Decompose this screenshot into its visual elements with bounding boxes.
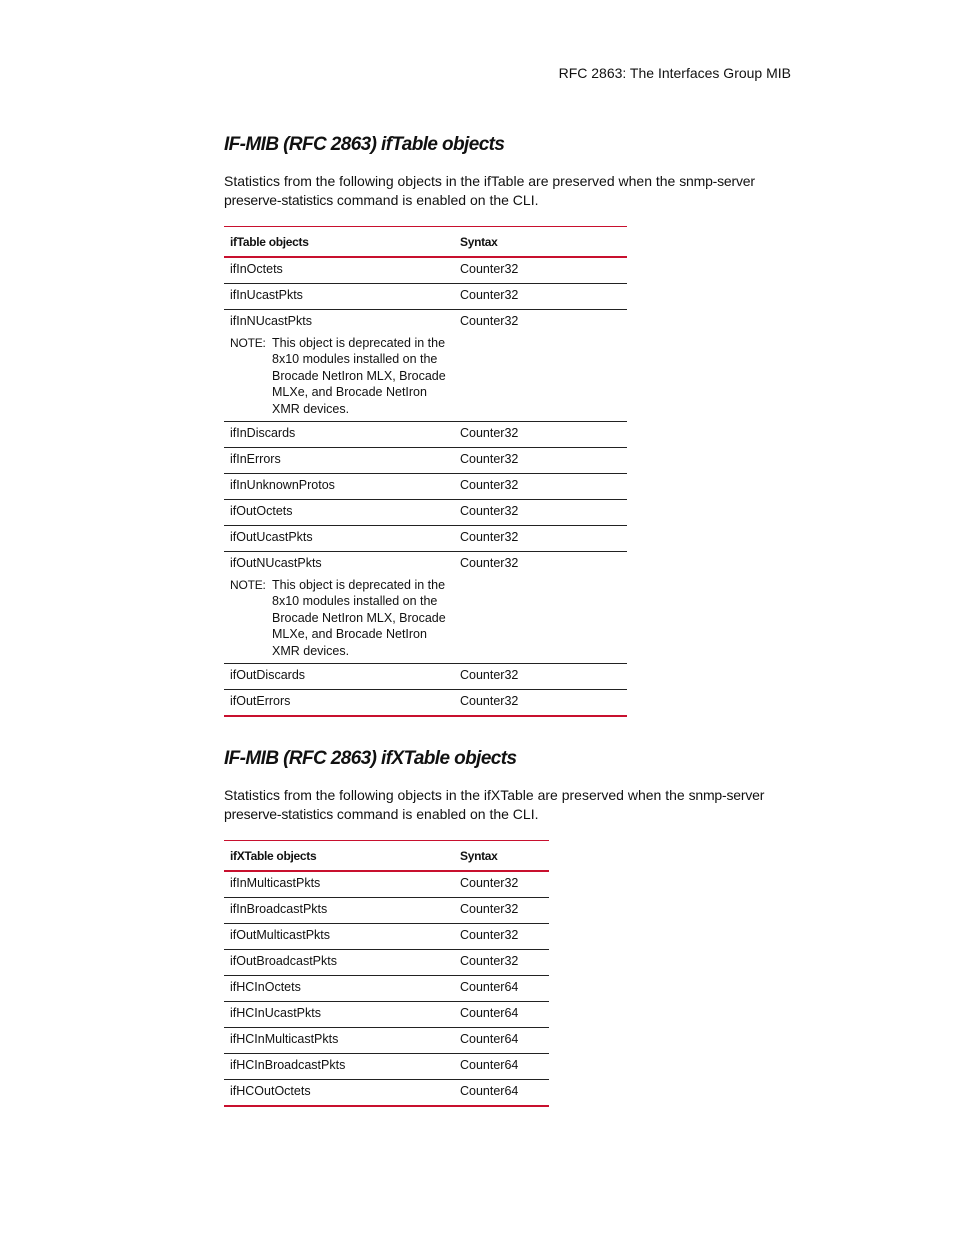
object-cell-content (230, 310, 448, 421)
syntax-value: Counter32 (460, 314, 519, 328)
object-name: ifHCInOctets (230, 980, 301, 994)
syntax-value: Counter32 (460, 530, 519, 544)
table-row (224, 474, 627, 500)
section-title: IF-MIB (RFC 2863) ifTable objects (224, 134, 505, 155)
object-cell (224, 1054, 454, 1080)
object-name: ifOutBroadcastPkts (230, 954, 337, 968)
table-row (224, 690, 627, 717)
object-cell-content (230, 422, 448, 446)
syntax-cell (454, 950, 549, 976)
syntax-cell (454, 474, 627, 500)
object-name: ifInErrors (230, 452, 281, 466)
syntax-cell (454, 690, 627, 717)
intro-text-end: command is enabled on the CLI. (333, 806, 539, 822)
syntax-cell (454, 898, 549, 924)
table-row (224, 310, 627, 422)
syntax-cell (454, 924, 549, 950)
syntax-value: Counter32 (460, 694, 519, 708)
syntax-cell (454, 1054, 549, 1080)
table-row (224, 871, 549, 898)
object-cell (224, 664, 454, 690)
section-title: IF-MIB (RFC 2863) ifXTable objects (224, 748, 517, 769)
object-name: ifInOctets (230, 262, 283, 276)
section-iftable (224, 134, 799, 717)
object-cell-content (230, 976, 448, 1000)
table-row (224, 924, 549, 950)
object-cell (224, 448, 454, 474)
syntax-value: Counter32 (460, 954, 519, 968)
table-row (224, 526, 627, 552)
section-intro (224, 172, 799, 210)
syntax-cell (454, 1002, 549, 1028)
object-cell (224, 871, 454, 898)
object-name: ifHCInUcastPkts (230, 1006, 321, 1020)
table-body (224, 871, 549, 1106)
syntax-value: Counter64 (460, 1084, 519, 1098)
syntax-value: Counter32 (460, 426, 519, 440)
table-row (224, 552, 627, 664)
syntax-cell (454, 257, 627, 284)
object-cell (224, 552, 454, 664)
object-cell (224, 526, 454, 552)
table-row (224, 422, 627, 448)
object-cell-content (230, 924, 448, 948)
object-cell-content (230, 448, 448, 472)
syntax-cell (454, 871, 549, 898)
syntax-cell (454, 310, 627, 422)
table-row (224, 898, 549, 924)
syntax-cell (454, 1080, 549, 1107)
iftable-table (224, 226, 627, 717)
object-cell-content (230, 664, 448, 688)
object-cell (224, 690, 454, 717)
syntax-value: Counter32 (460, 262, 519, 276)
object-cell (224, 976, 454, 1002)
syntax-cell (454, 284, 627, 310)
object-cell-content (230, 690, 448, 714)
object-cell-content (230, 898, 448, 922)
syntax-value: Counter32 (460, 288, 519, 302)
object-name: ifInNUcastPkts (230, 314, 312, 328)
deprecation-note (230, 335, 448, 418)
intro-text: Statistics from the following objects in the ifTable are preserved when the (224, 173, 680, 189)
object-cell (224, 284, 454, 310)
object-name: ifOutUcastPkts (230, 530, 313, 544)
object-name: ifOutDiscards (230, 668, 306, 682)
syntax-value: Counter64 (460, 1006, 519, 1020)
syntax-value: Counter64 (460, 1058, 519, 1072)
note-text: This object is deprecated in the 8x10 modules installed on the Brocade NetIron MLX, Brocade MLXe, and Brocade NetIron XMR devices. (272, 577, 446, 658)
syntax-value: Counter32 (460, 928, 519, 942)
ifxtable-table (224, 840, 549, 1107)
table-body (224, 257, 627, 716)
syntax-cell (454, 500, 627, 526)
intro-text-end: command is enabled on the CLI. (333, 192, 539, 208)
object-name: ifInBroadcastPkts (230, 902, 328, 916)
note-label: NOTE: (230, 577, 266, 592)
running-header: RFC 2863: The Interfaces Group MIB (558, 65, 791, 81)
object-cell (224, 474, 454, 500)
column-header-syntax: Syntax (454, 841, 549, 872)
syntax-value: Counter64 (460, 1032, 519, 1046)
section-ifxtable (224, 748, 804, 1107)
table-row (224, 1002, 549, 1028)
syntax-cell (454, 422, 627, 448)
object-name: ifOutMulticastPkts (230, 928, 331, 942)
note-text: This object is deprecated in the 8x10 modules installed on the Brocade NetIron MLX, Brocade MLXe, and Brocade NetIron XMR devices. (272, 335, 446, 416)
object-cell (224, 422, 454, 448)
object-name: ifInUcastPkts (230, 288, 303, 302)
intro-text: Statistics from the following objects in the ifXTable are preserved when the (224, 787, 689, 803)
object-name: ifInUnknownProtos (230, 478, 335, 492)
object-cell-content (230, 552, 448, 663)
syntax-cell (454, 664, 627, 690)
object-cell-content (230, 1002, 448, 1026)
object-cell (224, 257, 454, 284)
intro-command: snmp-server preserve-statistics (224, 173, 755, 208)
table-row (224, 1028, 549, 1054)
table-row (224, 284, 627, 310)
object-name: ifHCInBroadcastPkts (230, 1058, 346, 1072)
object-cell (224, 500, 454, 526)
syntax-cell (454, 448, 627, 474)
syntax-value: Counter32 (460, 902, 519, 916)
object-cell-content (230, 258, 448, 282)
table-row (224, 500, 627, 526)
intro-command: snmp-server preserve-statistics (224, 787, 765, 822)
table-row (224, 1080, 549, 1107)
syntax-value: Counter32 (460, 668, 519, 682)
syntax-cell (454, 1028, 549, 1054)
table-row (224, 257, 627, 284)
column-header-syntax: Syntax (454, 227, 627, 258)
object-cell (224, 1080, 454, 1107)
object-cell-content (230, 1054, 448, 1078)
object-cell (224, 950, 454, 976)
object-cell (224, 310, 454, 422)
section-intro (224, 786, 804, 824)
syntax-value: Counter32 (460, 452, 519, 466)
object-name: ifOutNUcastPkts (230, 556, 322, 570)
column-header-objects: ifTable objects (224, 227, 454, 258)
object-cell-content (230, 1028, 448, 1052)
object-name: ifOutOctets (230, 504, 293, 518)
table-row (224, 664, 627, 690)
object-cell-content (230, 1080, 448, 1104)
object-name: ifInMulticastPkts (230, 876, 321, 890)
object-name: ifHCOutOctets (230, 1084, 311, 1098)
object-cell-content (230, 284, 448, 308)
syntax-value: Counter64 (460, 980, 519, 994)
object-cell-content (230, 474, 448, 498)
object-name: ifOutErrors (230, 694, 291, 708)
table-row (224, 950, 549, 976)
object-cell-content (230, 950, 448, 974)
object-cell (224, 924, 454, 950)
syntax-value: Counter32 (460, 876, 519, 890)
object-cell-content (230, 500, 448, 524)
table-row (224, 976, 549, 1002)
table-row (224, 448, 627, 474)
object-cell (224, 1028, 454, 1054)
note-label: NOTE: (230, 335, 266, 350)
object-cell-content (230, 872, 448, 896)
syntax-cell (454, 526, 627, 552)
object-name: ifHCInMulticastPkts (230, 1032, 339, 1046)
object-cell (224, 898, 454, 924)
object-cell (224, 1002, 454, 1028)
syntax-value: Counter32 (460, 478, 519, 492)
syntax-cell (454, 976, 549, 1002)
object-name: ifInDiscards (230, 426, 296, 440)
deprecation-note (230, 577, 448, 660)
syntax-value: Counter32 (460, 556, 519, 570)
syntax-value: Counter32 (460, 504, 519, 518)
syntax-cell (454, 552, 627, 664)
column-header-objects: ifXTable objects (224, 841, 454, 872)
table-row (224, 1054, 549, 1080)
object-cell-content (230, 526, 448, 550)
